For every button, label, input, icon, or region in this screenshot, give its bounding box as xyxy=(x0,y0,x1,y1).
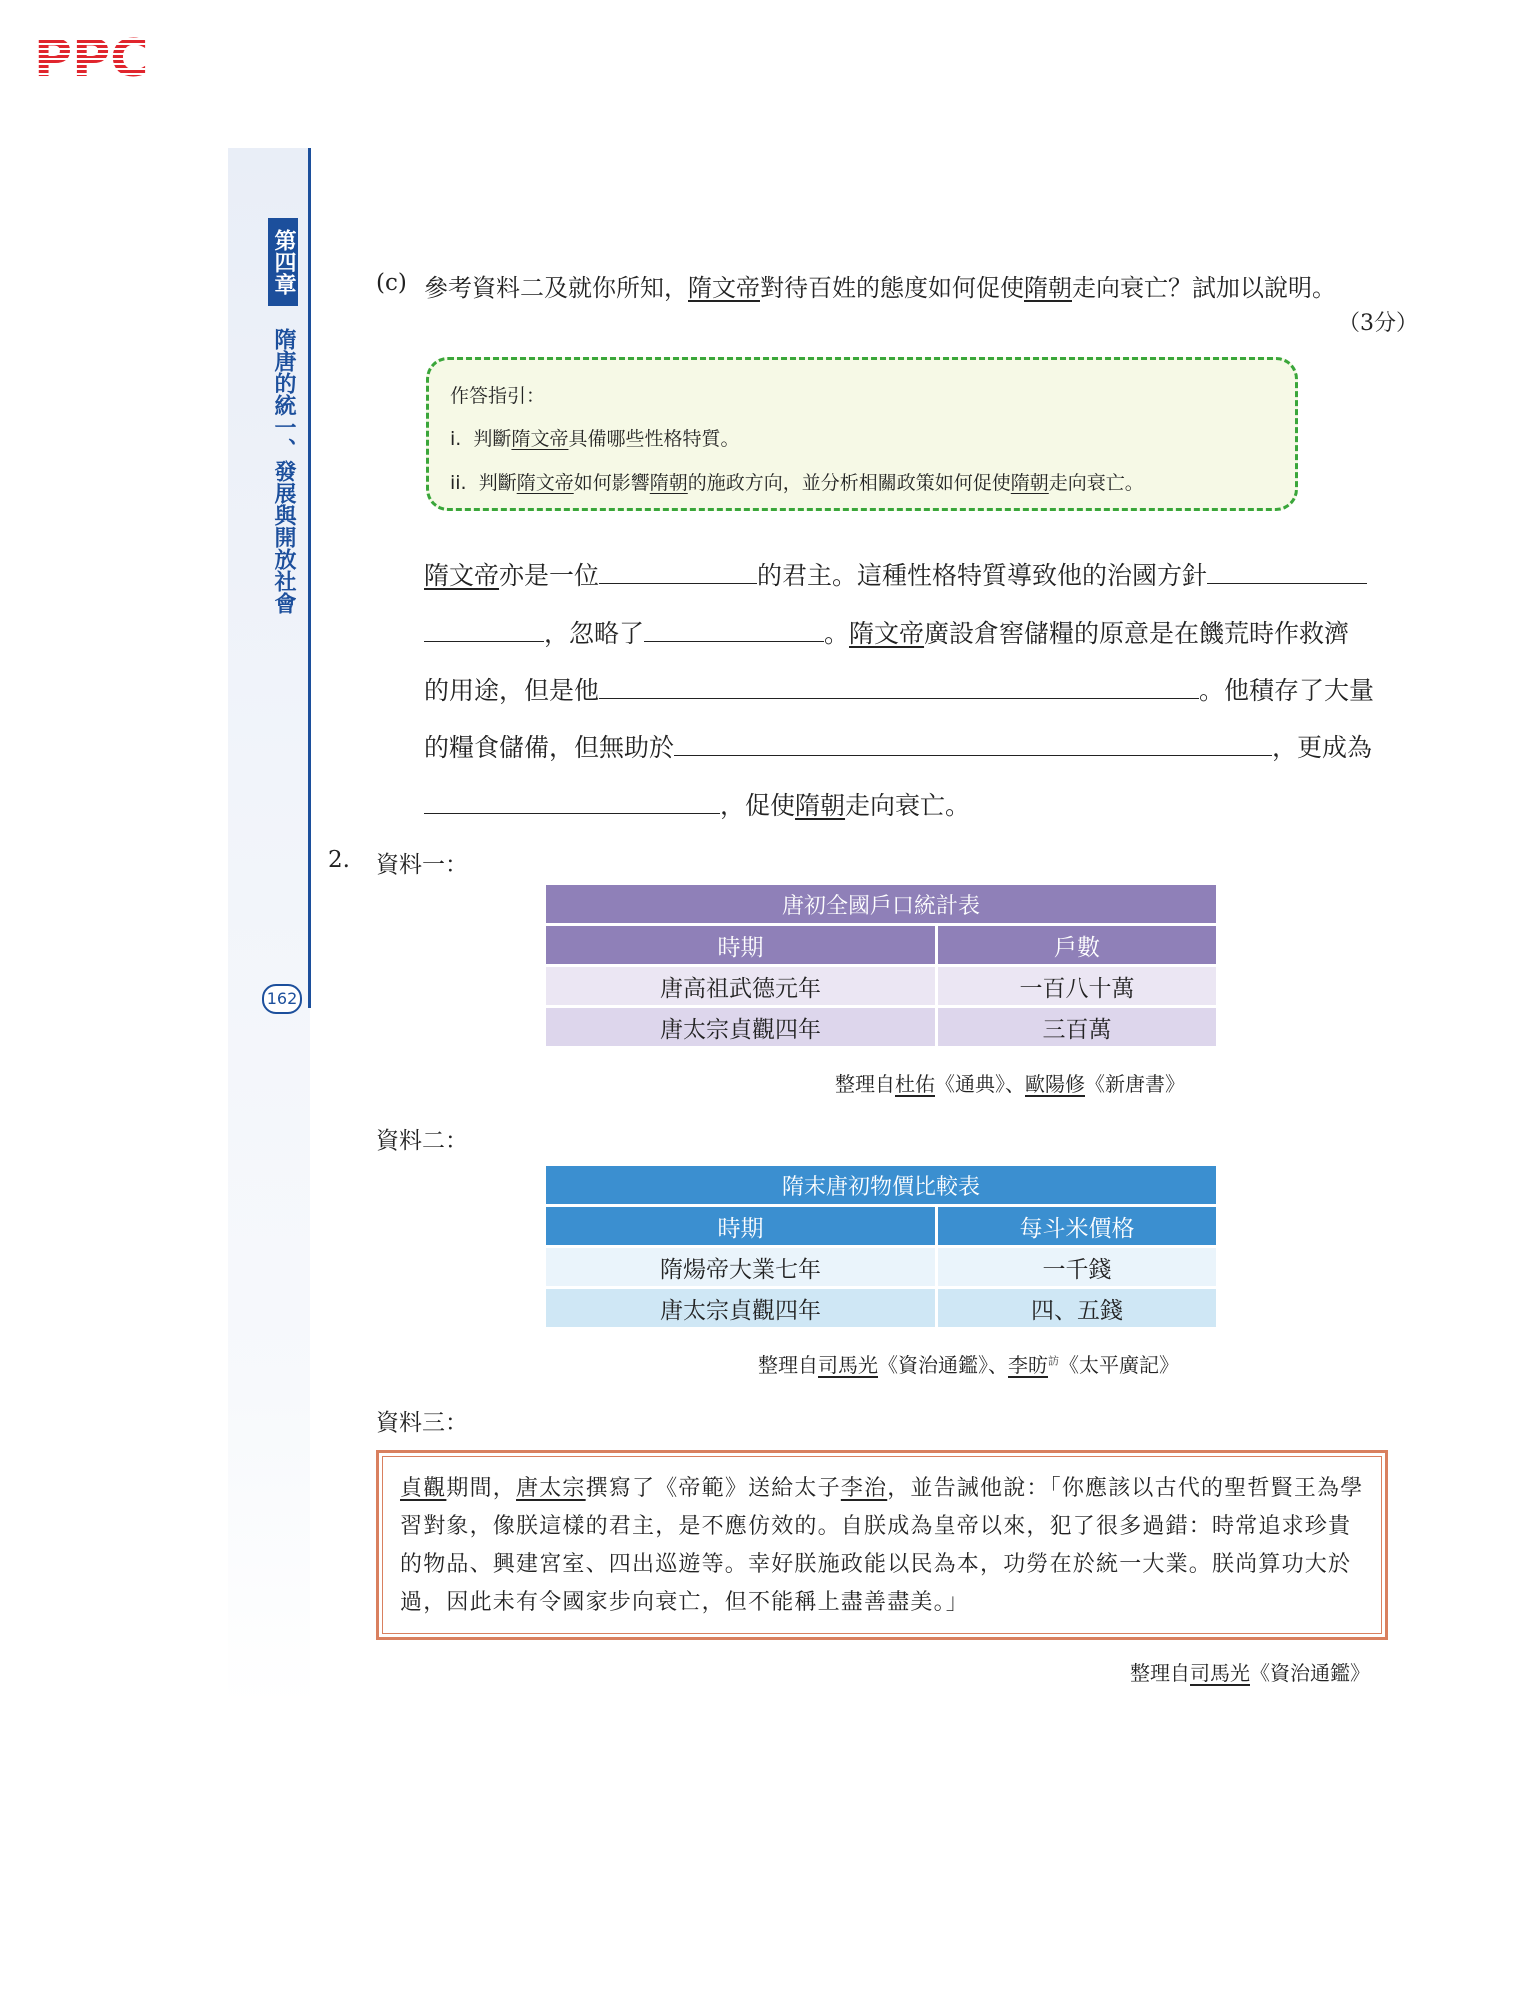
table-row xyxy=(546,1248,1216,1286)
answer-blank[interactable] xyxy=(674,731,1272,756)
source-3-citation: 整理自司馬光《資治通鑑》 xyxy=(1130,1661,1370,1685)
table-cell: 一百八十萬 xyxy=(938,967,1216,1005)
source-1-label: 資料一： xyxy=(376,852,468,878)
table-title: 隋末唐初物價比較表 xyxy=(546,1166,1216,1204)
source-3-quote-text: 貞觀期間，唐太宗撰寫了《帝範》送給太子李治，並告誡他說：「你應該以古代的聖哲賢王為學習對象，像朕這樣的君主，是不應仿效的。自朕成為皇帝以來，犯了很多過錯：時常追求珍貴的物品、興建宮室、四出巡遊等。幸好朕施政能以民為本，功勞在於統一大業。朕尚算功大於過，因此未有令國家步向衰亡，但不能稱上盡善盡美。」 xyxy=(400,1476,1364,1615)
answer-guide-item-ii: ii. 判斷隋文帝如何影響隋朝的施政方向，並分析相關政策如何促使隋朝走向衰亡。 xyxy=(450,472,1144,494)
question-c-text: 參考資料二及就你所知，隋文帝對待百姓的態度如何促使隋朝走向衰亡？試加以說明。 xyxy=(424,274,1336,302)
rice-price-table xyxy=(543,1163,1219,1330)
table-header: 時期 xyxy=(546,926,935,964)
answer-blank[interactable] xyxy=(599,674,1199,699)
answer-guide-item-i: i. 判斷隋文帝具備哪些性格特質。 xyxy=(450,428,740,450)
answer-blank[interactable] xyxy=(424,617,544,642)
answer-line-3: 的用途，但是他 。他積存了大量 xyxy=(424,676,1375,705)
table-row xyxy=(546,967,1216,1005)
table-cell: 唐太宗貞觀四年 xyxy=(546,1289,935,1327)
svg-text:PPC: PPC xyxy=(34,29,149,89)
answer-blank[interactable] xyxy=(644,617,824,642)
answer-line-1: 隋文帝亦是一位 的君主。這種性格特質導致他的治國方針 xyxy=(424,556,1367,592)
page-number: 162 xyxy=(262,984,302,1014)
table-cell: 唐太宗貞觀四年 xyxy=(546,1008,935,1046)
household-statistics-table xyxy=(543,882,1219,1049)
chapter-label: 第四章 xyxy=(268,218,298,306)
answer-blank[interactable] xyxy=(424,789,720,814)
table-row xyxy=(546,1289,1216,1327)
answer-line-2: ，忽略了 。隋文帝廣設倉窖儲糧的原意是在饑荒時作救濟 xyxy=(424,614,1349,650)
question-c-marks: （3分） xyxy=(1338,311,1418,336)
table-cell: 三百萬 xyxy=(938,1008,1216,1046)
chapter-title: 隋唐的統一、發展與開放社會 xyxy=(271,328,297,614)
ppc-logo xyxy=(34,29,149,89)
table-1-source: 整理自杜佑《通典》、歐陽修《新唐書》 xyxy=(835,1072,1185,1096)
table-cell: 四、五錢 xyxy=(938,1289,1216,1327)
answer-line-5: ，促使隋朝走向衰亡。 xyxy=(424,786,970,822)
table-cell: 唐高祖武德元年 xyxy=(546,967,935,1005)
table-title: 唐初全國戶口統計表 xyxy=(546,885,1216,923)
question-2-label: 2. xyxy=(328,847,350,873)
answer-guide-title: 作答指引： xyxy=(450,385,546,407)
table-header: 每斗米價格 xyxy=(938,1207,1216,1245)
table-header: 時期 xyxy=(546,1207,935,1245)
table-row xyxy=(546,1008,1216,1046)
table-cell: 隋煬帝大業七年 xyxy=(546,1248,935,1286)
table-cell: 一千錢 xyxy=(938,1248,1216,1286)
table-header: 戶數 xyxy=(938,926,1216,964)
sidebar-divider xyxy=(308,148,311,1008)
source-2-label: 資料二： xyxy=(376,1128,468,1154)
question-c-label: (c) xyxy=(376,270,407,296)
table-2-source: 整理自司馬光《資治通鑑》、李昉$^訪$《太平廣記》 xyxy=(758,1353,1179,1377)
answer-blank[interactable] xyxy=(599,559,757,584)
source-3-label: 資料三： xyxy=(376,1410,468,1436)
answer-blank[interactable] xyxy=(1207,559,1367,584)
answer-line-4: 的糧食儲備，但無助於 ，更成為 xyxy=(424,733,1373,762)
